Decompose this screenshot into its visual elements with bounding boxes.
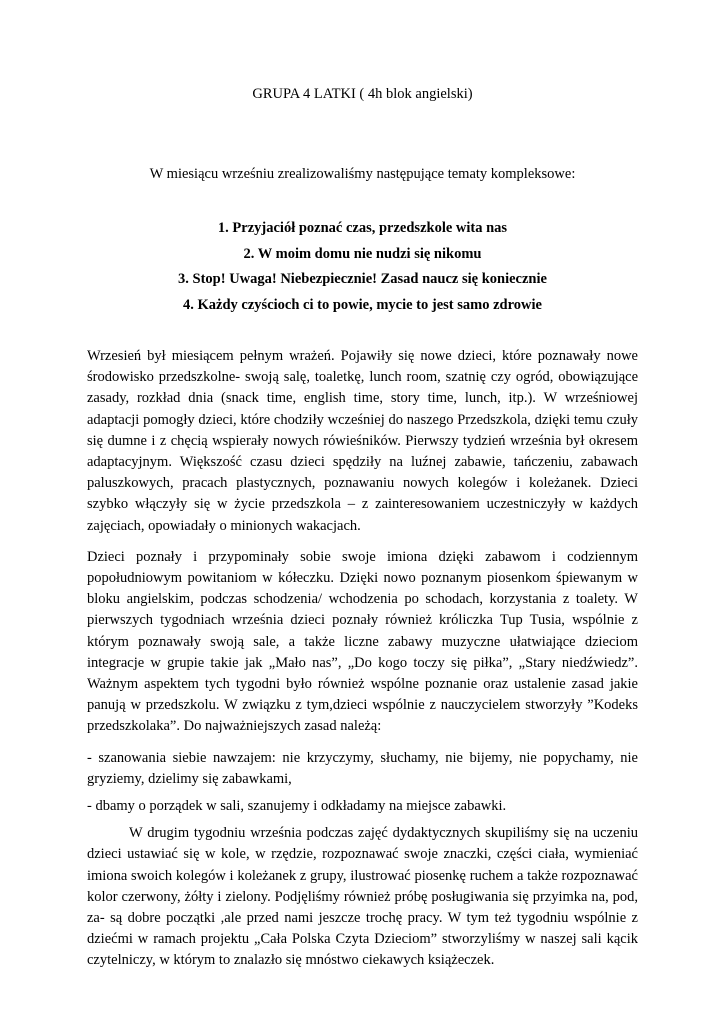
topic-item: 4. Każdy czyścioch ci to powie, mycie to jest samo zdrowie bbox=[183, 296, 542, 313]
intro-line: W miesiącu wrześniu zrealizowaliśmy następujące tematy kompleksowe: bbox=[149, 166, 576, 182]
topic-item: 3. Stop! Uwaga! Niebezpiecznie! Zasad naucz się koniecznie bbox=[178, 271, 547, 287]
paragraph-adaptation: Wrzesień był miesiącem pełnym wrażeń. Pojawiły się nowe dzieci, które poznawały nowe środowisko przedszkolne- swoją salę, toaletkę, lunch room, szatnię czy ogród, obowiązujące zasady, rozkład dnia (snack time, english time, story time, lunch, itp.). W wrześniowej adaptacji pomogły dzieci, które chodziły wcześniej do naszego Przedszkola, dzięki temu czuły się dumne i z chęcią wspierały nowych rówieśników. Pierwszy tydzień września był okresem adaptacyjnym. Większość czasu dzieci spędziły na luźnej zabawie, tańczeniu, zabawach paluszkowych, pracach plastycznych, poznawaniu nowych kolegów i koleżanek. Dzieci szybko włączyły się w życie przedszkola – z zainteresowaniem uczestniczyły w każdych zajęciach, opowiadały o minionych wakacjach. bbox=[87, 348, 638, 534]
rule-item: - dbamy o porządek w sali, szanujemy i odkładamy na miejsce zabawki. bbox=[87, 798, 507, 815]
document-title: GRUPA 4 LATKI ( 4h blok angielski) bbox=[252, 86, 473, 102]
topic-item: 1. Przyjaciół poznać czas, przedszkole wita nas bbox=[217, 220, 508, 236]
paragraph-second-week: W drugim tygodniu września podczas zajęć dydaktycznych skupiliśmy się na uczeniu dzieci ustawiać się w kole, w rzędzie, rozpoznawać swoje znaczki, części ciała, wymieniać imiona swoich kolegów i koleżanek z grupy, ilustrować piosenkę ruchem a także rozpoznawać kolor czerwony, żółty i zielony. Podjęliśmy również próbę posługiwania się przyimka na, pod, za- są dobre początki ,ale przed nami jeszcze trochę pracy. W tym też tygodniu wspólnie z dziećmi w ramach projektu „Cała Polska Czyta Dzieciom” stworzyliśmy w naszej sali kącik czytelniczy, w którym to znalazło się mnóstwo ciekawych książeczek. bbox=[87, 825, 638, 969]
rule-item: - szanowania siebie nawzajem: nie krzyczymy, słuchamy, nie bijemy, nie popychamy, nie gryziemy, dzielimy się zabawkami, bbox=[87, 749, 638, 787]
topic-item: 2. W moim domu nie nudzi się nikomu bbox=[243, 245, 482, 262]
paragraph-names-rules: Dzieci poznały i przypominały sobie swoje imiona dzięki zabawom i codziennym popołudniowym powitaniom w kółeczku. Dzięki nowo poznanym piosenkom śpiewanym w bloku angielskim, podczas schodzenia/ wchodzenia po schodach, korzystania z toalety. W pierwszych tygodniach września dzieci poznały również króliczka Tup Tusia, wspólnie z którym poznawały swoją sale, a także liczne zabawy muzyczne ułatwiające dzieciom integracje w grupie takie jak „Mało nas”, „Do kogo toczy się piłka”, „Stary niedźwiedz”. Ważnym aspektem tych tygodni było również wspólne poznanie oraz ustalenie zasad jakie panują w przedszkolu. W związku z tym,dzieci wspólnie z nauczycielem stworzyły ”Kodeks przedszkolaka”. Do najważniejszych zasad należą: bbox=[87, 548, 638, 735]
topics-list bbox=[0, 218, 725, 320]
document-body bbox=[87, 346, 638, 982]
